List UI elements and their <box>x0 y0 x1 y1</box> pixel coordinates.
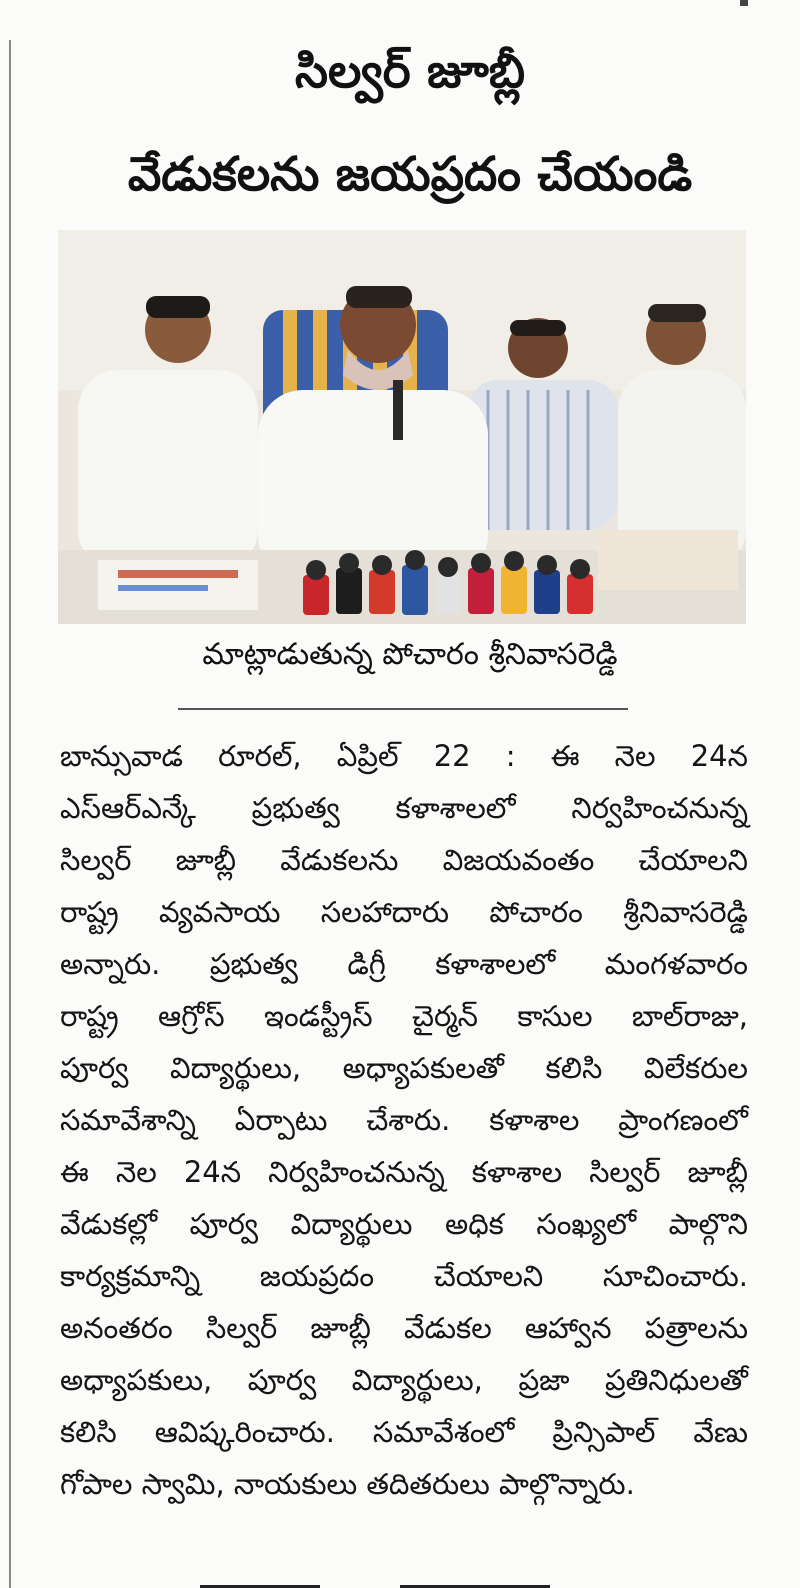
article-line: అనంతరం సిల్వర్ జూబ్లీ వేడుకల ఆహ్వాన పత్రాలను <box>60 1311 748 1345</box>
news-photo <box>58 230 746 624</box>
photo-caption: మాట్లాడుతున్న పోచారం శ్రీనివాసరెడ్డి <box>202 637 618 672</box>
article-line: ఎస్ఆర్ఎన్కే ప్రభుత్వ కళాశాలలో నిర్వహించనున్న <box>60 791 748 825</box>
headline-line-1: సిల్వర్ జూబ్లీ <box>294 44 526 99</box>
article-line: సిల్వర్ జూబ్లీ వేడుకలను విజయవంతం చేయాలని <box>60 843 748 877</box>
article-body <box>60 730 748 1510</box>
caption-divider <box>178 708 628 710</box>
article-line: కలిసి ఆవిష్కరించారు. సమావేశంలో ప్రిన్సిపాల్ వేణు <box>60 1415 748 1449</box>
article-line: సమావేశాన్ని ఏర్పాటు చేశారు. కళాశాల ప్రాంగణంలో <box>60 1103 748 1137</box>
article-line: కార్యక్రమాన్ని జయప్రదం చేయాలని సూచించారు. <box>60 1259 748 1293</box>
article-line: బాన్సువాడ రూరల్, ఏప్రిల్ 22 : ఈ నెల 24న <box>60 739 748 773</box>
article-line: పూర్వ విద్యార్థులు, అధ్యాపకులతో కలిసి విలేకరుల <box>60 1051 748 1085</box>
press-meet-illustration <box>58 230 746 624</box>
article-line: అధ్యాపకులు, పూర్వ విద్యార్థులు, ప్రజా ప్రతినిధులతో <box>60 1363 748 1397</box>
next-article-fragment <box>200 1578 560 1588</box>
article-line: రాష్ట్ర ఆగ్రోస్ ఇండస్ట్రీస్ చైర్మన్ కాసుల బాల్‌రాజు, <box>60 999 748 1033</box>
article-line: వేడుకల్లో పూర్వ విద్యార్థులు అధిక సంఖ్యలో పాల్గొని <box>60 1207 748 1241</box>
headline-line-2: వేడుకలను జయప్రదం చేయండి <box>127 147 693 202</box>
article-line: అన్నారు. ప్రభుత్వ డిగ్రీ కళాశాలలో మంగళవారం <box>60 947 748 981</box>
article-line: రాష్ట్ర వ్యవసాయ సలహాదారు పోచారం శ్రీనివాసరెడ్డి <box>60 895 748 929</box>
article-line: గోపాల స్వామి, నాయకులు తదితరులు పాల్గొన్నారు. <box>60 1467 635 1501</box>
page-top-mark <box>740 0 748 6</box>
microphone-cluster <box>303 550 593 615</box>
article-line: ఈ నెల 24న నిర్వహించనున్న కళాశాల సిల్వర్ జూబ్లీ <box>60 1155 748 1189</box>
column-rule <box>9 40 11 1588</box>
